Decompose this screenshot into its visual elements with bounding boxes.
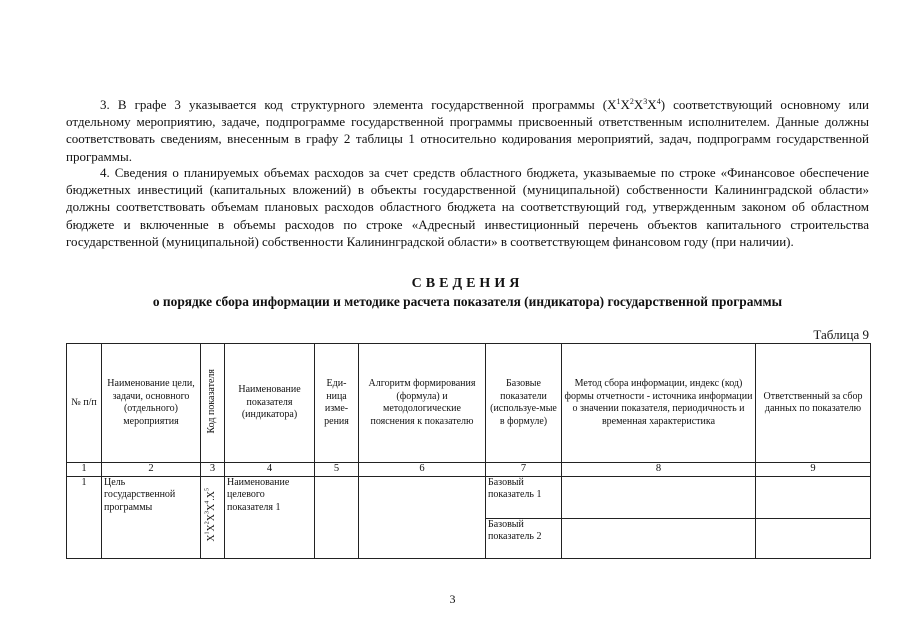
page-number: 3 [449, 592, 456, 606]
column-number: 1 [67, 463, 102, 477]
unit-cell [315, 476, 359, 558]
table-number: Таблица 9 [813, 327, 869, 342]
header-cell: № п/п [67, 344, 102, 463]
algorithm-cell [359, 476, 486, 558]
indicator-code: $X^1X^2X^3X^4.X^5$ [204, 487, 218, 542]
header-cell: Еди-ница изме-рения [315, 344, 359, 463]
table-row [67, 476, 871, 518]
superscript-4: 4 [656, 97, 661, 106]
paragraph-3 [66, 96, 869, 165]
header-cell: Метод сбора информации, индекс (код) формы отчетности - источника информации о значении показателя, периодичность и временная характеристика [562, 344, 756, 463]
header-cell: Базовые показатели (используе-мые в формуле) [486, 344, 562, 463]
paragraph-4: 4. Сведения о планируемых объемах расходов за счет средств областного бюджета, указываемые по строке «Финансовое обеспечение бюджетных инвестиций (капитальных вложений) в объекты государственной (муниципальной) собственности Калининградской области» должны соответствовать объемам плановых расходов областного бюджета на соответствующий год, утвержденным законом об областном бюджете и включенные в объемы расходов по строке «Адресный инвестиционный перечень объектов капитального строительства государственной (муниципальной) собственности Калининградской области» в соответствующем финансовом году (при наличии). [66, 165, 869, 249]
code-cell [201, 476, 225, 558]
column-number-row [67, 463, 871, 477]
superscript-1: 1 [616, 97, 621, 106]
indicator-cell: Наименование целевого показателя 1 [225, 476, 315, 558]
header-cell: Ответственный за сбор данных по показателю [756, 344, 871, 463]
base-indicator-2: Базовый показатель 2 [486, 518, 562, 558]
header-code-label: Код показателя [206, 368, 218, 433]
column-number: 8 [562, 463, 756, 477]
symbol-x3: X [633, 97, 644, 112]
superscript-3: 3 [643, 97, 648, 106]
column-number: 6 [359, 463, 486, 477]
column-number: 4 [225, 463, 315, 477]
row-number: 1 [67, 476, 102, 558]
paragraph-3-suffix: ) соответствующий основному или отдельному мероприятию, задаче, подпрограмме государственной программы присвоенный ответственным исполнителем. Данные должны соответствовать сведениям, внесенным в графу 2 таблицы 1 относительно кодирования мероприятий, задач, подпрограмм государственной программы. [66, 97, 869, 164]
column-number: 7 [486, 463, 562, 477]
column-number: 5 [315, 463, 359, 477]
goal-cell: Цель государственной программы [102, 476, 201, 558]
symbol-x2: X [620, 97, 630, 112]
method-cell-1 [562, 476, 756, 518]
base-indicator-1: Базовый показатель 1 [486, 476, 562, 518]
header-cell: Алгоритм формирования (формула) и методологические пояснения к показателю [359, 344, 486, 463]
responsible-cell-1 [756, 476, 871, 518]
responsible-cell-2 [756, 518, 871, 558]
column-number: 3 [201, 463, 225, 477]
column-number: 9 [756, 463, 871, 477]
table-header-row [67, 344, 871, 463]
header-cell: Наименование цели, задачи, основного (отдельного) мероприятия [102, 344, 201, 463]
indicator-table [66, 343, 871, 559]
section-subtitle: о порядке сбора информации и методике расчета показателя (индикатора) государственной программы [152, 294, 783, 309]
section-title: СВЕДЕНИЯ [411, 276, 524, 291]
superscript-2: 2 [629, 97, 634, 106]
header-cell: Наименование показателя (индикатора) [225, 344, 315, 463]
column-number: 2 [102, 463, 201, 477]
header-cell [201, 344, 225, 463]
method-cell-2 [562, 518, 756, 558]
paragraph-3-prefix: 3. В графе 3 указывается код структурного элемента государственной программы (X [100, 97, 617, 112]
symbol-x4: X [647, 97, 657, 112]
